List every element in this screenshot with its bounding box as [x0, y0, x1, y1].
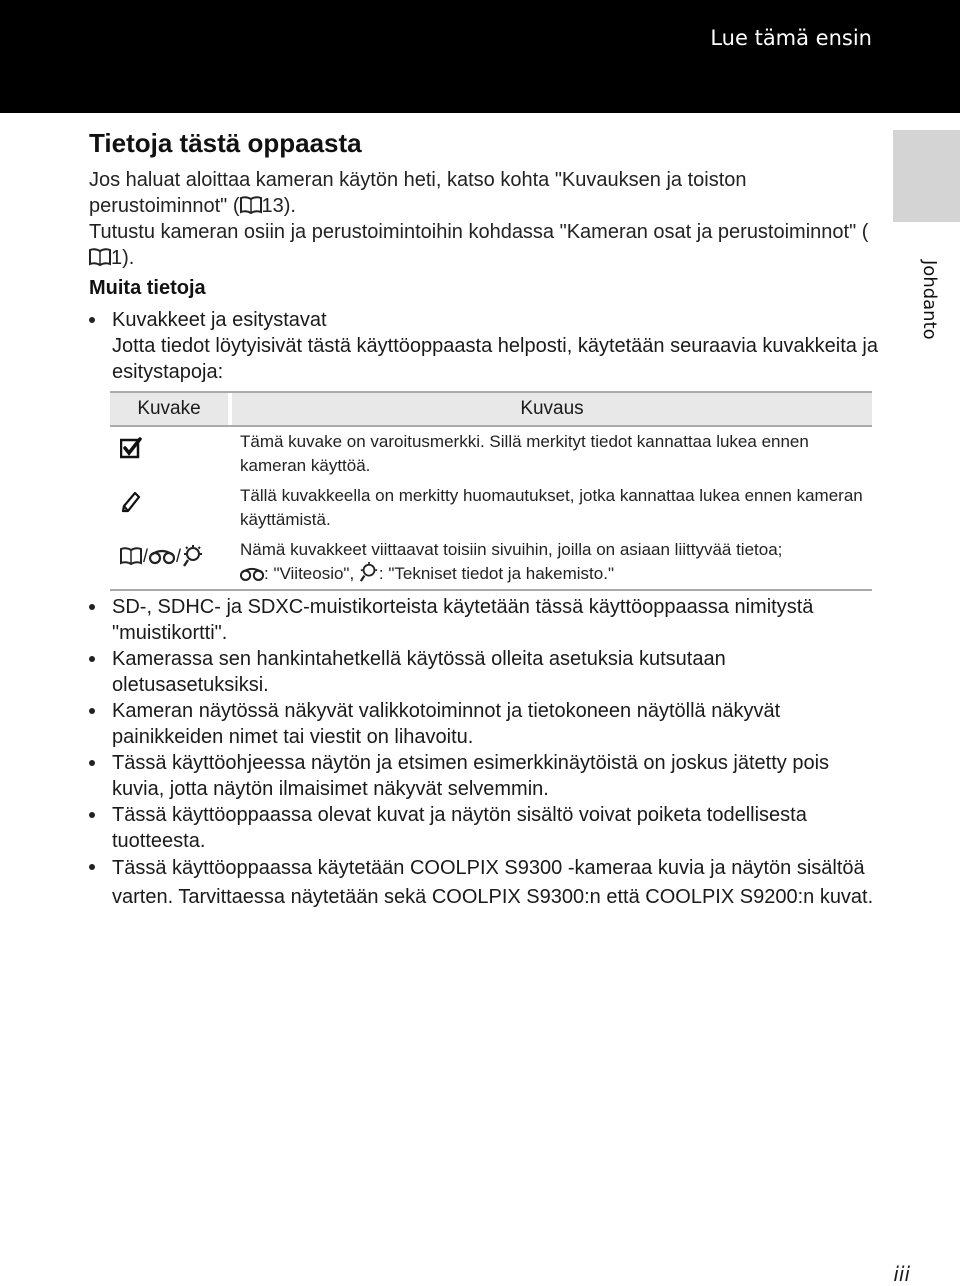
- description-text-c: : "Tekniset tiedot ja hakemisto.": [378, 564, 614, 583]
- intro-text-1a: Jos haluat aloittaa kameran käytön heti, katso kohta "Kuvauksen ja toiston perustoiminnot" (: [89, 169, 747, 217]
- intro-paragraph-1: [89, 167, 879, 219]
- section-title: Lue tämä ensin: [710, 26, 872, 50]
- bullet-dot: [89, 604, 95, 610]
- icons-bullet-list: [89, 307, 879, 385]
- list-item: [89, 854, 879, 912]
- pencil-note-icon: [120, 491, 142, 513]
- bullet-text: Tässä käyttöoppaassa käytetään COOLPIX S9300 -kameraa kuvia ja näytön sisältöä varten. Tarvittaessa näytetään sekä COOLPIX S9300:n että COOLPIX S9200:n kuvat.: [112, 857, 874, 908]
- intro-text-2a: Tutustu kameran osiin ja perustoimintoihin kohdassa "Kameran osat ja perustoiminnot" (: [89, 221, 869, 243]
- table-row: [110, 426, 872, 481]
- list-item: [89, 307, 879, 385]
- bullet-text: Tässä käyttöoppaassa olevat kuvat ja näytön sisältö voivat poiketa todellisesta tuotteesta.: [112, 804, 807, 852]
- bullet-heading: Kuvakkeet ja esitystavat: [112, 309, 327, 331]
- side-tab: [893, 130, 960, 222]
- bullet-dot: [89, 656, 95, 662]
- icon-cell: [110, 481, 228, 535]
- table-row: [110, 535, 872, 590]
- side-tab-label: Johdanto: [919, 260, 940, 340]
- separator: /: [176, 545, 182, 566]
- bullet-dot: [89, 864, 95, 870]
- bullet-dot: [89, 708, 95, 714]
- reference-section-icon: [149, 547, 175, 565]
- icon-table-wrapper: [110, 391, 872, 591]
- list-item: [89, 594, 879, 646]
- page-title: Tietoja tästä oppaasta: [89, 128, 362, 158]
- section-subtitle: Muita tietoja: [89, 277, 206, 299]
- notes-bullet-list: [89, 594, 879, 912]
- intro-paragraph-2: [89, 219, 879, 271]
- book-icon: [120, 546, 142, 566]
- list-item: [89, 698, 879, 750]
- description-cell: Tämä kuvake on varoitusmerkki. Sillä merkityt tiedot kannattaa lukea ennen kameran käyttöä.: [240, 432, 809, 475]
- reference-icons: [120, 545, 204, 567]
- separator: /: [143, 545, 149, 566]
- icon-cell: [110, 426, 228, 481]
- bullet-description: Jotta tiedot löytyisivät tästä käyttöoppaasta helposti, käytetään seuraavia kuvakkeita ja esitystapoja:: [112, 335, 878, 383]
- bullet-dot: [89, 317, 95, 323]
- intro-ref-2[interactable]: 1: [111, 247, 123, 269]
- description-cell: Tällä kuvakkeella on merkitty huomautukset, jotka kannattaa lukea ennen kameran käyttämistä.: [240, 486, 863, 529]
- reference-section-icon: [240, 565, 264, 582]
- book-icon: [240, 195, 262, 215]
- description-text-a: Nämä kuvakkeet viittaavat toisiin sivuihin, joilla on asiaan liittyvää tietoa;: [240, 540, 783, 559]
- table-header-row: [110, 392, 872, 426]
- bullet-text: Kameran näytössä näkyvät valikkotoiminnot ja tietokoneen näytöllä näkyvät painikkeiden nimet tai viestit on lihavoitu.: [112, 700, 781, 748]
- icon-cell: [110, 535, 228, 590]
- page-number: iii: [893, 1262, 910, 1286]
- warning-check-icon: [120, 437, 142, 459]
- table-row: [110, 481, 872, 535]
- intro-ref-1[interactable]: 13: [261, 195, 284, 217]
- list-item: [89, 750, 879, 802]
- intro-text-1b: ).: [283, 195, 296, 217]
- main-content: [89, 127, 879, 385]
- list-item: [89, 646, 879, 698]
- bullet-dot: [89, 812, 95, 818]
- bullet-dot: [89, 760, 95, 766]
- header-description-column: Kuvaus: [232, 392, 872, 426]
- book-icon: [89, 247, 111, 267]
- header-icon-column: Kuvake: [110, 392, 228, 426]
- technical-notes-icon: [359, 562, 379, 582]
- technical-notes-icon: [182, 545, 204, 567]
- header-bar: [0, 0, 960, 113]
- bullet-text: Kamerassa sen hankintahetkellä käytössä olleita asetuksia kutsutaan oletusasetuksiksi.: [112, 648, 726, 696]
- list-item: [89, 802, 879, 854]
- bullet-text: Tässä käyttöohjeessa näytön ja etsimen esimerkkinäytöistä on joskus jätetty pois kuvia, jotta näytön ilmaisimet näkyvät selvemmin.: [112, 752, 830, 800]
- description-text-b: : "Viiteosio",: [264, 564, 359, 583]
- description-cell: [232, 535, 872, 590]
- icon-table: [110, 391, 872, 591]
- intro-text-2b: ).: [122, 247, 135, 269]
- bullet-text: SD-, SDHC- ja SDXC-muistikorteista käytetään tässä käyttöoppaassa nimitystä "muistikortti".: [112, 596, 814, 644]
